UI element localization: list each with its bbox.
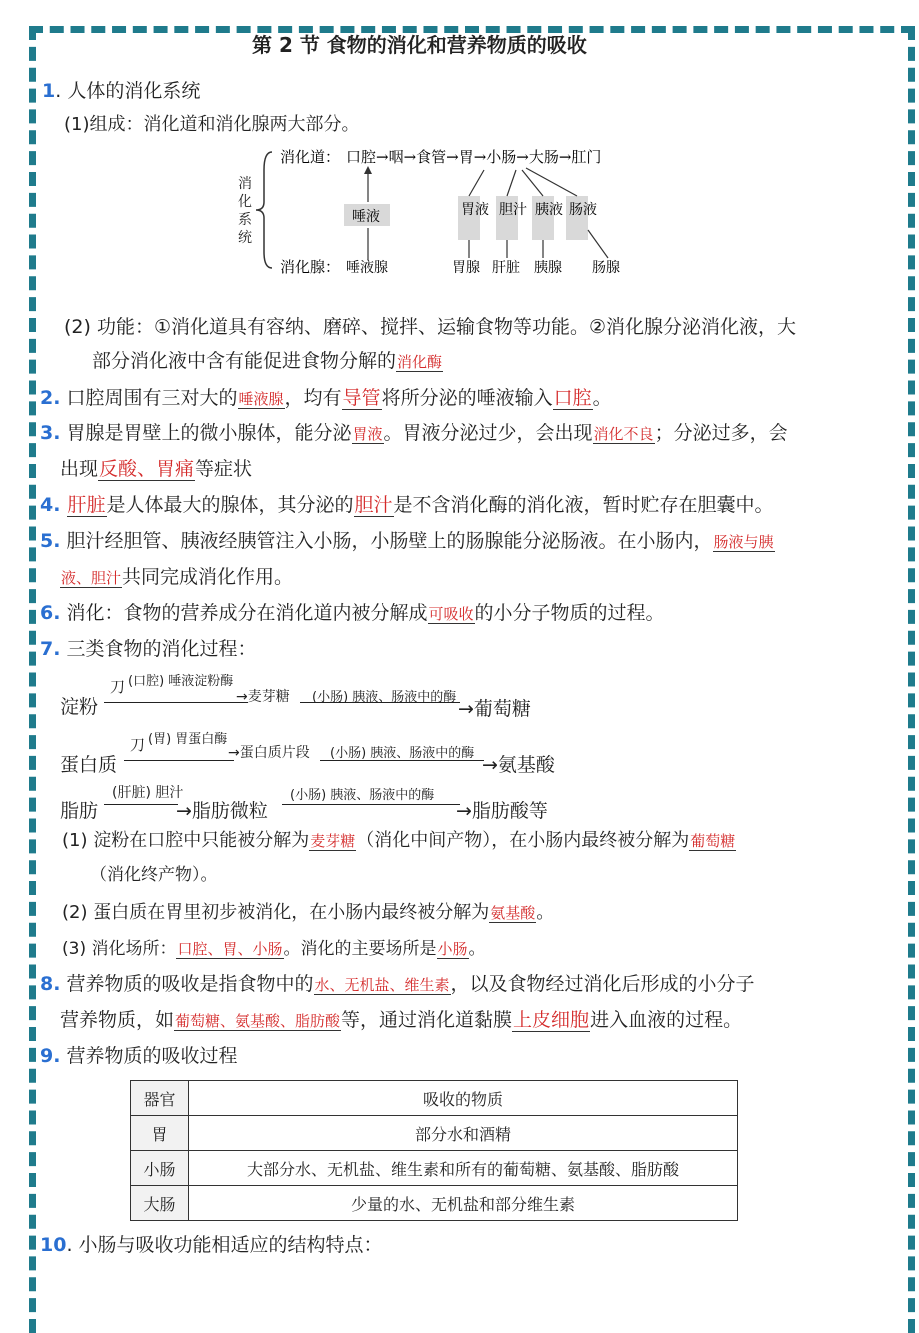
section-7-point1-line1: (1) 淀粉在口腔中只能被分解为麦芽糖（消化中间产物），在小肠内最终被分解为葡萄糖 (62, 830, 736, 851)
protein-label: 蛋白质 (60, 754, 118, 776)
gland-pancreas: 胰腺 (534, 260, 562, 276)
section-7-point2: (2) 蛋白质在胃里初步被消化，在小肠内最终被分解为氨基酸。 (62, 902, 555, 923)
section-1-composition: (1)组成：消化道和消化腺两大部分。 (64, 114, 360, 135)
starch-end: →葡萄糖 (458, 698, 531, 720)
section-4: 4. 肝脏是人体最大的腺体，其分泌的胆汁是不含消化酶的消化液，暂时贮存在胆囊中。 (40, 494, 774, 516)
protein-fragment: →蛋白质片段 (228, 745, 310, 761)
section-8-line2: 营养物质，如葡萄糖、氨基酸、脂肪酸等，通过消化道黏膜上皮细胞进入血液的过程。 (60, 1009, 743, 1031)
protein-cond2: (小肠) 胰液、肠液中的酶 (330, 746, 475, 761)
gland-liver: 肝脏 (492, 260, 520, 276)
starch-cond1: (口腔) 唾液淀粉酶 (128, 674, 234, 689)
diagram-gland-label: 消化腺： (280, 258, 341, 276)
gland-intestinal: 肠腺 (592, 260, 620, 276)
juice-stomach: 胃液 (461, 202, 489, 218)
section-3-line1: 3. 胃腺是胃壁上的微小腺体，能分泌胃液。胃液分泌过少，会出现消化不良；分泌过多，会 (40, 422, 788, 444)
section-3-line2: 出现反酸、胃痛等症状 (60, 458, 253, 480)
section-10-heading: 10. 小肠与吸收功能相适应的结构特点： (40, 1234, 383, 1256)
page-title: 第 2 节 食物的消化和营养物质的吸收 (252, 33, 587, 57)
protein-knife: 刀 (130, 736, 146, 754)
table-header-organ: 器官 (131, 1081, 189, 1116)
section-1-heading: 1. 人体的消化系统 (42, 80, 201, 102)
digestive-system-diagram (236, 140, 646, 280)
fat-end: →脂肪酸等 (456, 800, 548, 822)
section-1-function-line2: 部分消化液中含有能促进食物分解的消化酶 (92, 350, 443, 372)
juice-bile: 胆汁 (499, 202, 527, 218)
table-row: 胃 部分水和酒精 (131, 1116, 738, 1151)
absorption-table (130, 1080, 738, 1221)
section-1-function-line1: (2) 功能：①消化道具有容纳、磨碎、搅拌、运输食物等功能。②消化腺分泌消化液，大 (64, 316, 797, 338)
gland-salivary: 唾液腺 (346, 260, 388, 276)
section-5-line1: 5. 胆汁经胆管、胰液经胰管注入小肠，小肠壁上的肠腺能分泌肠液。在小肠内，肠液与胰 (40, 530, 774, 552)
section-5-line2: 液、胆汁共同完成消化作用。 (61, 566, 294, 588)
section-7-point3: (3) 消化场所：口腔、胃、小肠。消化的主要场所是小肠。 (62, 939, 486, 959)
section-7-heading: 7. 三类食物的消化过程： (40, 638, 257, 660)
table-header-substance: 吸收的物质 (189, 1081, 738, 1116)
section-8-line1: 8. 营养物质的吸收是指食物中的水、无机盐、维生素，以及食物经过消化后形成的小分子 (40, 973, 755, 995)
protein-end: →氨基酸 (482, 754, 555, 776)
section-9-heading: 9. 营养物质的吸收过程 (40, 1045, 238, 1067)
fat-cond2: (小肠) 胰液、肠液中的酶 (290, 788, 435, 803)
table-header-row (131, 1081, 738, 1116)
starch-knife: 刀 (110, 678, 126, 696)
diagram-side-label: 消化系统 (238, 176, 252, 246)
fat-cond1: (肝脏) 胆汁 (112, 785, 184, 801)
table-row: 小肠 大部分水、无机盐、维生素和所有的葡萄糖、氨基酸、脂肪酸 (131, 1151, 738, 1186)
starch-label: 淀粉 (60, 696, 99, 718)
protein-cond1: (胃) 胃蛋白酶 (148, 732, 228, 747)
saliva-label: 唾液 (352, 209, 380, 225)
juice-pancreatic: 胰液 (535, 202, 563, 218)
starch-maltose: →麦芽糖 (236, 689, 290, 705)
starch-cond2: (小肠) 胰液、肠液中的酶 (312, 690, 457, 705)
gland-gastric: 胃腺 (452, 260, 480, 276)
juice-intestinal: 肠液 (569, 202, 597, 218)
diagram-tract: 口腔→咽→食管→胃→小肠→大肠→肛门 (346, 148, 602, 166)
table-row: 大肠 少量的水、无机盐和部分维生素 (131, 1186, 738, 1221)
diagram-tract-label: 消化道： (280, 148, 341, 166)
section-2: 2. 口腔周围有三对大的唾液腺，均有导管将所分泌的唾液输入口腔。 (40, 387, 612, 409)
section-6: 6. 消化：食物的营养成分在消化道内被分解成可吸收的小分子物质的过程。 (40, 602, 665, 624)
section-7-point1-line2: （消化终产物）。 (90, 865, 218, 885)
fat-micelle: →脂肪微粒 (176, 800, 268, 822)
fat-label: 脂肪 (60, 800, 99, 822)
